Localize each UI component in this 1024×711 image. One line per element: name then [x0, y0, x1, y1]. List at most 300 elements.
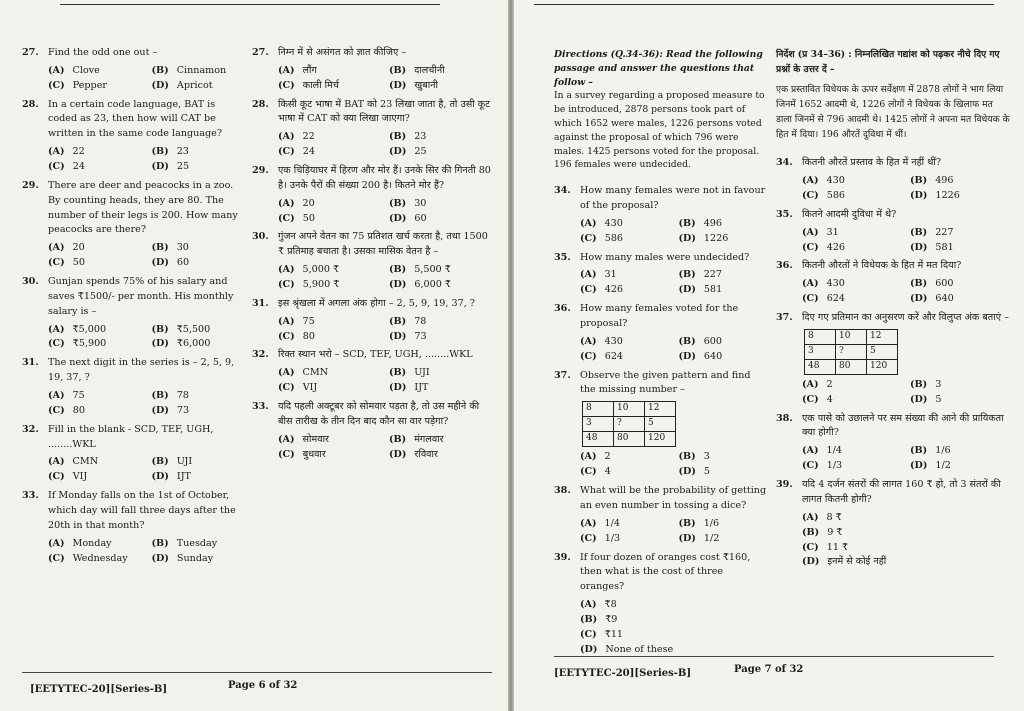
question-number: 33.	[252, 401, 269, 413]
option-text: 1/3	[604, 532, 621, 544]
question-number: 31.	[22, 357, 39, 369]
answer-options	[802, 174, 1010, 204]
question-number: 33.	[22, 490, 39, 502]
option-text: ₹5,500	[176, 323, 211, 335]
answer-option	[389, 381, 492, 396]
option-text: 227	[935, 226, 954, 238]
option-text: 426	[604, 284, 624, 296]
question-item	[554, 302, 769, 364]
option-letter: (B)	[151, 146, 169, 158]
answer-option	[580, 232, 671, 247]
answer-option	[389, 448, 492, 463]
page-6	[0, 0, 508, 711]
question-text: How many females were not in favour of the proposal?	[580, 185, 766, 212]
option-letter: (B)	[389, 315, 407, 327]
option-letter: (D)	[389, 212, 407, 224]
option-letter: (D)	[910, 293, 928, 305]
question-number: 28.	[252, 98, 269, 110]
option-letter: (A)	[278, 433, 295, 445]
answer-option	[802, 511, 1010, 526]
question-text: कितनी औरतों ने विधेयक के हित में मत दिया?	[802, 260, 962, 272]
question-number: 29.	[252, 165, 269, 177]
option-text: VIJ	[302, 382, 318, 394]
question-text: If four dozen of oranges cost ₹160, then what is the cost of three oranges?	[580, 551, 751, 593]
option-letter: (B)	[678, 217, 696, 229]
answer-option	[580, 450, 671, 465]
option-letter: (C)	[48, 404, 65, 416]
answer-option	[802, 241, 902, 256]
option-text: लौंग	[302, 64, 317, 76]
answer-options	[802, 277, 1010, 307]
question-text: There are deer and peacocks in a zoo. By counting heads, they are 80. The number of their legs is 200. How many peacocks are there?	[48, 179, 238, 236]
question-number: 29.	[22, 179, 39, 191]
directions-en	[554, 48, 769, 172]
answer-options	[48, 455, 247, 485]
answer-options	[48, 537, 247, 567]
option-letter: (D)	[678, 532, 696, 544]
answer-option	[152, 404, 248, 419]
option-letter: (A)	[48, 323, 65, 335]
grid-cell: 48	[583, 432, 614, 447]
answer-option	[802, 277, 902, 292]
option-text: Tuesday	[176, 537, 218, 549]
directions-heading: निर्देश (प्र 34–36) : निम्नलिखित गद्यांश को पढ़कर नीचे दिए गए प्रश्नों के उत्तर दें –	[776, 49, 1000, 75]
option-letter: (D)	[580, 643, 598, 655]
question-item	[554, 551, 769, 658]
answer-option	[48, 404, 144, 419]
answer-option	[802, 292, 902, 307]
option-letter: (D)	[151, 161, 169, 173]
option-letter: (D)	[389, 279, 407, 291]
question-number: 30.	[252, 231, 269, 243]
answer-option	[910, 292, 1010, 307]
answer-option	[580, 335, 671, 350]
answer-option	[580, 217, 671, 232]
option-letter: (A)	[802, 445, 819, 457]
option-text: IJT	[414, 382, 429, 394]
directions-heading: Directions (Q.34-36): Read the following passage and answer the questions that follow –	[554, 49, 763, 88]
question-text: If Monday falls on the 1st of October, which day will fall three days after the 20th in that month?	[48, 490, 236, 531]
answer-option	[580, 517, 671, 532]
answer-option	[910, 241, 1010, 256]
hindi-column	[252, 46, 492, 466]
option-text: Pepper	[72, 79, 107, 91]
option-text: 22	[302, 131, 315, 143]
grid-cell: 12	[867, 329, 898, 344]
option-letter: (A)	[580, 269, 597, 281]
option-letter: (B)	[802, 526, 820, 538]
option-text: रविवार	[414, 448, 438, 460]
option-letter: (A)	[48, 146, 65, 158]
option-letter: (B)	[151, 323, 169, 335]
question-item	[252, 98, 492, 160]
question-text: How many females voted for the proposal?	[580, 303, 739, 330]
option-letter: (A)	[278, 197, 295, 209]
option-letter: (C)	[278, 448, 295, 460]
answer-option	[48, 323, 144, 338]
answer-options	[278, 197, 492, 227]
answer-option	[152, 160, 248, 175]
option-letter: (C)	[48, 338, 65, 350]
grid-cell: ?	[836, 344, 867, 359]
answer-option	[48, 552, 144, 567]
answer-option	[278, 263, 381, 278]
option-letter: (B)	[389, 131, 407, 143]
answer-option	[802, 378, 902, 393]
answer-option	[910, 226, 1010, 241]
question-item	[554, 184, 769, 246]
grid-cell: 5	[867, 344, 898, 359]
answer-options	[580, 598, 769, 657]
option-letter: (D)	[151, 79, 169, 91]
grid-cell: 80	[836, 359, 867, 374]
answer-option	[152, 537, 248, 552]
option-letter: (C)	[48, 161, 65, 173]
option-letter: (D)	[910, 393, 928, 405]
question-text: Observe the given pattern and find the missing number –	[580, 369, 751, 396]
answer-option	[48, 241, 144, 256]
option-text: 60	[176, 257, 190, 269]
option-text: 2	[604, 451, 611, 463]
answer-option	[679, 335, 770, 350]
option-letter: (C)	[48, 257, 65, 269]
question-text: How many males were undecided?	[580, 251, 750, 263]
option-text: 11 ₹	[826, 541, 849, 553]
question-number: 31.	[252, 297, 269, 309]
option-text: Monday	[72, 537, 112, 549]
option-letter: (B)	[678, 517, 696, 529]
option-text: 25	[176, 161, 190, 173]
grid-cell: 80	[614, 432, 645, 447]
option-text: 600	[703, 335, 722, 347]
answer-option	[679, 350, 770, 365]
question-number: 38.	[554, 485, 571, 497]
option-text: 31	[826, 226, 839, 238]
option-letter: (A)	[48, 390, 65, 402]
question-number: 30.	[22, 276, 39, 288]
option-letter: (A)	[580, 517, 597, 529]
option-text: 1226	[703, 232, 729, 244]
answer-option	[278, 366, 381, 381]
question-number: 27.	[252, 47, 269, 58]
option-text: 25	[414, 146, 427, 158]
answer-option	[910, 189, 1010, 204]
answer-option	[278, 278, 381, 293]
grid-cell: 10	[836, 329, 867, 344]
answer-option	[580, 628, 769, 643]
option-text: 78	[414, 315, 427, 327]
option-letter: (A)	[48, 242, 65, 254]
option-letter: (C)	[278, 330, 295, 342]
question-item	[776, 156, 1010, 204]
option-text: VIJ	[72, 471, 88, 483]
question-text: Gunjan spends 75% of his salary and saves ₹1500/- per month. His monthly salary is –	[48, 276, 234, 317]
option-letter: (A)	[580, 335, 597, 347]
option-letter: (B)	[678, 451, 696, 463]
option-text: 78	[176, 390, 189, 402]
grid-cell: ?	[614, 417, 645, 432]
answer-option	[910, 174, 1010, 189]
question-text: एक चिड़ियाघर में हिरण और मोर हैं। उनके सिर की गिनती 80 है। उनके पैरों की संख्या 200 है। कितने मोर हैं?	[278, 165, 491, 191]
option-text: Cinnamon	[176, 64, 227, 76]
option-letter: (C)	[580, 350, 597, 362]
question-number: 32.	[22, 423, 39, 435]
option-letter: (C)	[802, 460, 819, 472]
series-code: [EETYTEC-20][Series-B]	[30, 684, 168, 695]
question-text: Fill in the blank - SCD, TEF, UGH, ........WKL	[48, 423, 214, 450]
question-item	[776, 311, 1010, 408]
option-letter: (C)	[580, 284, 597, 296]
answer-option	[48, 160, 144, 175]
question-number: 36.	[776, 260, 793, 272]
option-letter: (A)	[802, 175, 819, 187]
option-letter: (A)	[278, 131, 295, 143]
question-text: कितनी औरतें प्रस्ताव के हित में नहीं थीं?	[802, 157, 941, 169]
question-number: 35.	[776, 208, 793, 220]
answer-option	[802, 189, 902, 204]
option-text: 31	[604, 269, 617, 281]
option-text: 640	[703, 350, 723, 362]
option-letter: (A)	[802, 278, 819, 290]
option-text: 4	[604, 466, 611, 478]
option-letter: (B)	[910, 175, 928, 187]
question-text: गुंजन अपने वेतन का 75 प्रतिशत खर्च करता है, तथा 1500 ₹ प्रतिमाह बचाता है। उसका मासिक वेतन है –	[278, 231, 488, 258]
option-letter: (C)	[802, 393, 819, 405]
option-letter: (D)	[151, 338, 169, 350]
answer-option	[278, 448, 381, 463]
option-letter: (A)	[802, 378, 819, 390]
option-text: 624	[604, 350, 624, 362]
answer-options	[802, 226, 1010, 256]
option-text: इनमें से कोई नहीं	[827, 556, 887, 568]
option-text: 80	[302, 330, 315, 342]
answer-option	[802, 459, 902, 474]
option-letter: (C)	[580, 532, 597, 544]
option-letter: (A)	[580, 451, 597, 463]
option-text: बुधवार	[302, 448, 326, 460]
answer-option	[278, 64, 381, 79]
answer-option	[152, 64, 248, 79]
option-text: UJI	[176, 456, 193, 468]
option-letter: (D)	[151, 404, 169, 416]
question-number: 37.	[776, 312, 793, 324]
option-text: मंगलवार	[414, 433, 444, 445]
option-letter: (B)	[910, 226, 928, 238]
option-letter: (C)	[48, 79, 65, 91]
answer-options	[278, 433, 492, 463]
answer-option	[580, 350, 671, 365]
answer-options	[278, 366, 492, 396]
directions-passage: In a survey regarding a proposed measure to be introduced, 2878 persons took part of which 1652 were males, 1226 persons voted against the proposal of which 796 were males. 1425 persons voted for the proposal. 196 females were undecided.	[554, 90, 765, 171]
question-text: दिए गए प्रतिमान का अनुसरण करें और विलुप्त अंक बताएं –	[802, 312, 1009, 324]
question-text: यदि पहली अक्टूबर को सोमवार पड़ता है, तो उस महीने की बीस तारीख के तीन दिन बाद कौन सा वार पड़ेगा?	[278, 401, 480, 427]
answer-option	[278, 433, 381, 448]
option-text: 586	[604, 232, 624, 244]
option-text: CMN	[72, 456, 99, 468]
option-text: Wednesday	[72, 552, 128, 564]
page-number: Page 7 of 32	[734, 664, 804, 675]
question-number: 32.	[252, 349, 269, 361]
answer-option	[679, 532, 770, 547]
option-text: 5	[935, 393, 942, 405]
option-letter: (C)	[48, 471, 65, 483]
answer-options	[802, 444, 1010, 474]
option-text: 430	[604, 335, 623, 347]
answer-option	[580, 598, 769, 613]
question-item	[776, 478, 1010, 570]
answer-option	[389, 130, 492, 145]
option-letter: (D)	[151, 257, 169, 269]
option-text: 75	[302, 315, 315, 327]
option-text: 20	[302, 197, 315, 209]
option-letter: (C)	[278, 79, 295, 91]
question-item	[22, 423, 247, 485]
grid-cell: 10	[614, 402, 645, 417]
answer-options	[802, 511, 1010, 570]
option-text: 5,000 ₹	[302, 264, 340, 276]
grid-cell: 3	[805, 344, 836, 359]
question-item	[554, 251, 769, 299]
option-letter: (B)	[580, 613, 598, 625]
question-number: 39.	[554, 551, 571, 563]
question-text: यदि 4 दर्जन संतरों की लागत 160 ₹ हो, तो 3 संतरों की लागत कितनी होगी?	[802, 479, 1001, 505]
answer-options	[802, 378, 1010, 408]
answer-option	[48, 537, 144, 552]
option-text: 23	[176, 146, 189, 158]
option-letter: (D)	[389, 448, 407, 460]
option-text: 430	[826, 175, 845, 187]
answer-option	[48, 389, 144, 404]
answer-option	[278, 381, 381, 396]
option-text: CMN	[302, 367, 329, 379]
option-text: None of these	[605, 643, 674, 655]
answer-option	[389, 145, 492, 160]
option-letter: (B)	[151, 242, 169, 254]
option-text: ₹8	[604, 599, 617, 611]
option-letter: (C)	[580, 232, 597, 244]
answer-option	[48, 470, 144, 485]
option-letter: (D)	[910, 190, 928, 202]
answer-option	[278, 315, 381, 330]
answer-option	[48, 64, 144, 79]
option-text: 586	[826, 190, 846, 202]
option-text: 227	[703, 269, 722, 281]
page-7	[514, 0, 1024, 711]
grid-cell: 120	[645, 432, 676, 447]
option-letter: (A)	[278, 64, 295, 76]
answer-option	[580, 532, 671, 547]
option-letter: (C)	[278, 382, 295, 394]
answer-options	[580, 517, 769, 547]
option-letter: (D)	[678, 232, 696, 244]
option-text: 20	[72, 242, 85, 254]
option-text: 1226	[935, 190, 960, 202]
answer-option	[389, 263, 492, 278]
option-text: 5	[703, 466, 711, 478]
option-letter: (A)	[802, 511, 819, 523]
answer-option	[580, 465, 671, 480]
option-letter: (D)	[910, 460, 928, 472]
series-code: [EETYTEC-20][Series-B]	[554, 668, 692, 679]
option-text: 50	[72, 257, 85, 269]
grid-cell: 8	[583, 402, 614, 417]
option-letter: (B)	[389, 433, 407, 445]
answer-option	[389, 330, 492, 345]
option-letter: (B)	[389, 264, 407, 276]
answer-option	[580, 613, 769, 628]
option-letter: (B)	[910, 445, 928, 457]
answer-options	[48, 389, 247, 419]
answer-options	[580, 335, 769, 365]
question-number: 28.	[22, 98, 39, 110]
option-letter: (C)	[580, 466, 597, 478]
question-number: 34.	[554, 185, 571, 197]
answer-option	[278, 197, 381, 212]
answer-option	[802, 174, 902, 189]
question-item	[252, 297, 492, 345]
option-text: Clove	[72, 64, 100, 76]
question-item	[776, 208, 1010, 256]
answer-option	[802, 526, 1010, 541]
answer-option	[48, 256, 144, 271]
question-item	[22, 356, 247, 418]
answer-options	[278, 64, 492, 94]
answer-option	[802, 226, 902, 241]
option-letter: (D)	[678, 284, 696, 296]
hindi-column	[776, 48, 1010, 574]
question-item	[252, 46, 492, 94]
option-text: 640	[935, 293, 954, 305]
answer-option	[389, 315, 492, 330]
question-text: किसी कूट भाषा में BAT को 23 लिखा जाता है, तो उसी कूट भाषा में CAT को क्या लिखा जाएगा?	[278, 98, 490, 125]
answer-option	[152, 552, 248, 567]
answer-options	[580, 217, 769, 247]
answer-option	[152, 79, 248, 94]
question-item	[776, 412, 1010, 474]
answer-option	[278, 330, 381, 345]
option-letter: (A)	[580, 217, 597, 229]
option-letter: (A)	[48, 64, 65, 76]
answer-option	[580, 268, 671, 283]
option-text: ₹6,000	[176, 338, 211, 350]
option-letter: (D)	[802, 556, 820, 568]
option-text: 496	[703, 217, 722, 229]
option-text: UJI	[414, 367, 430, 379]
option-text: 430	[826, 278, 845, 290]
option-text: ₹11	[604, 628, 624, 640]
answer-option	[152, 337, 248, 352]
answer-option	[48, 145, 144, 160]
question-item	[22, 98, 247, 175]
answer-option	[152, 389, 248, 404]
answer-option	[679, 517, 770, 532]
answer-option	[802, 541, 1010, 556]
answer-options	[278, 130, 492, 160]
answer-option	[278, 145, 381, 160]
answer-options	[580, 450, 769, 480]
option-text: काली मिर्च	[302, 79, 339, 91]
option-letter: (C)	[580, 628, 597, 640]
option-text: 5,500 ₹	[414, 264, 451, 276]
question-text: कितने आदमी दुविधा में थे?	[802, 208, 897, 220]
option-text: 50	[302, 212, 315, 224]
question-number: 39.	[776, 479, 793, 491]
option-text: 75	[72, 390, 85, 402]
grid-cell: 48	[805, 359, 836, 374]
option-letter: (D)	[151, 471, 169, 483]
option-letter: (D)	[151, 552, 169, 564]
option-text: ₹5,900	[72, 338, 107, 350]
